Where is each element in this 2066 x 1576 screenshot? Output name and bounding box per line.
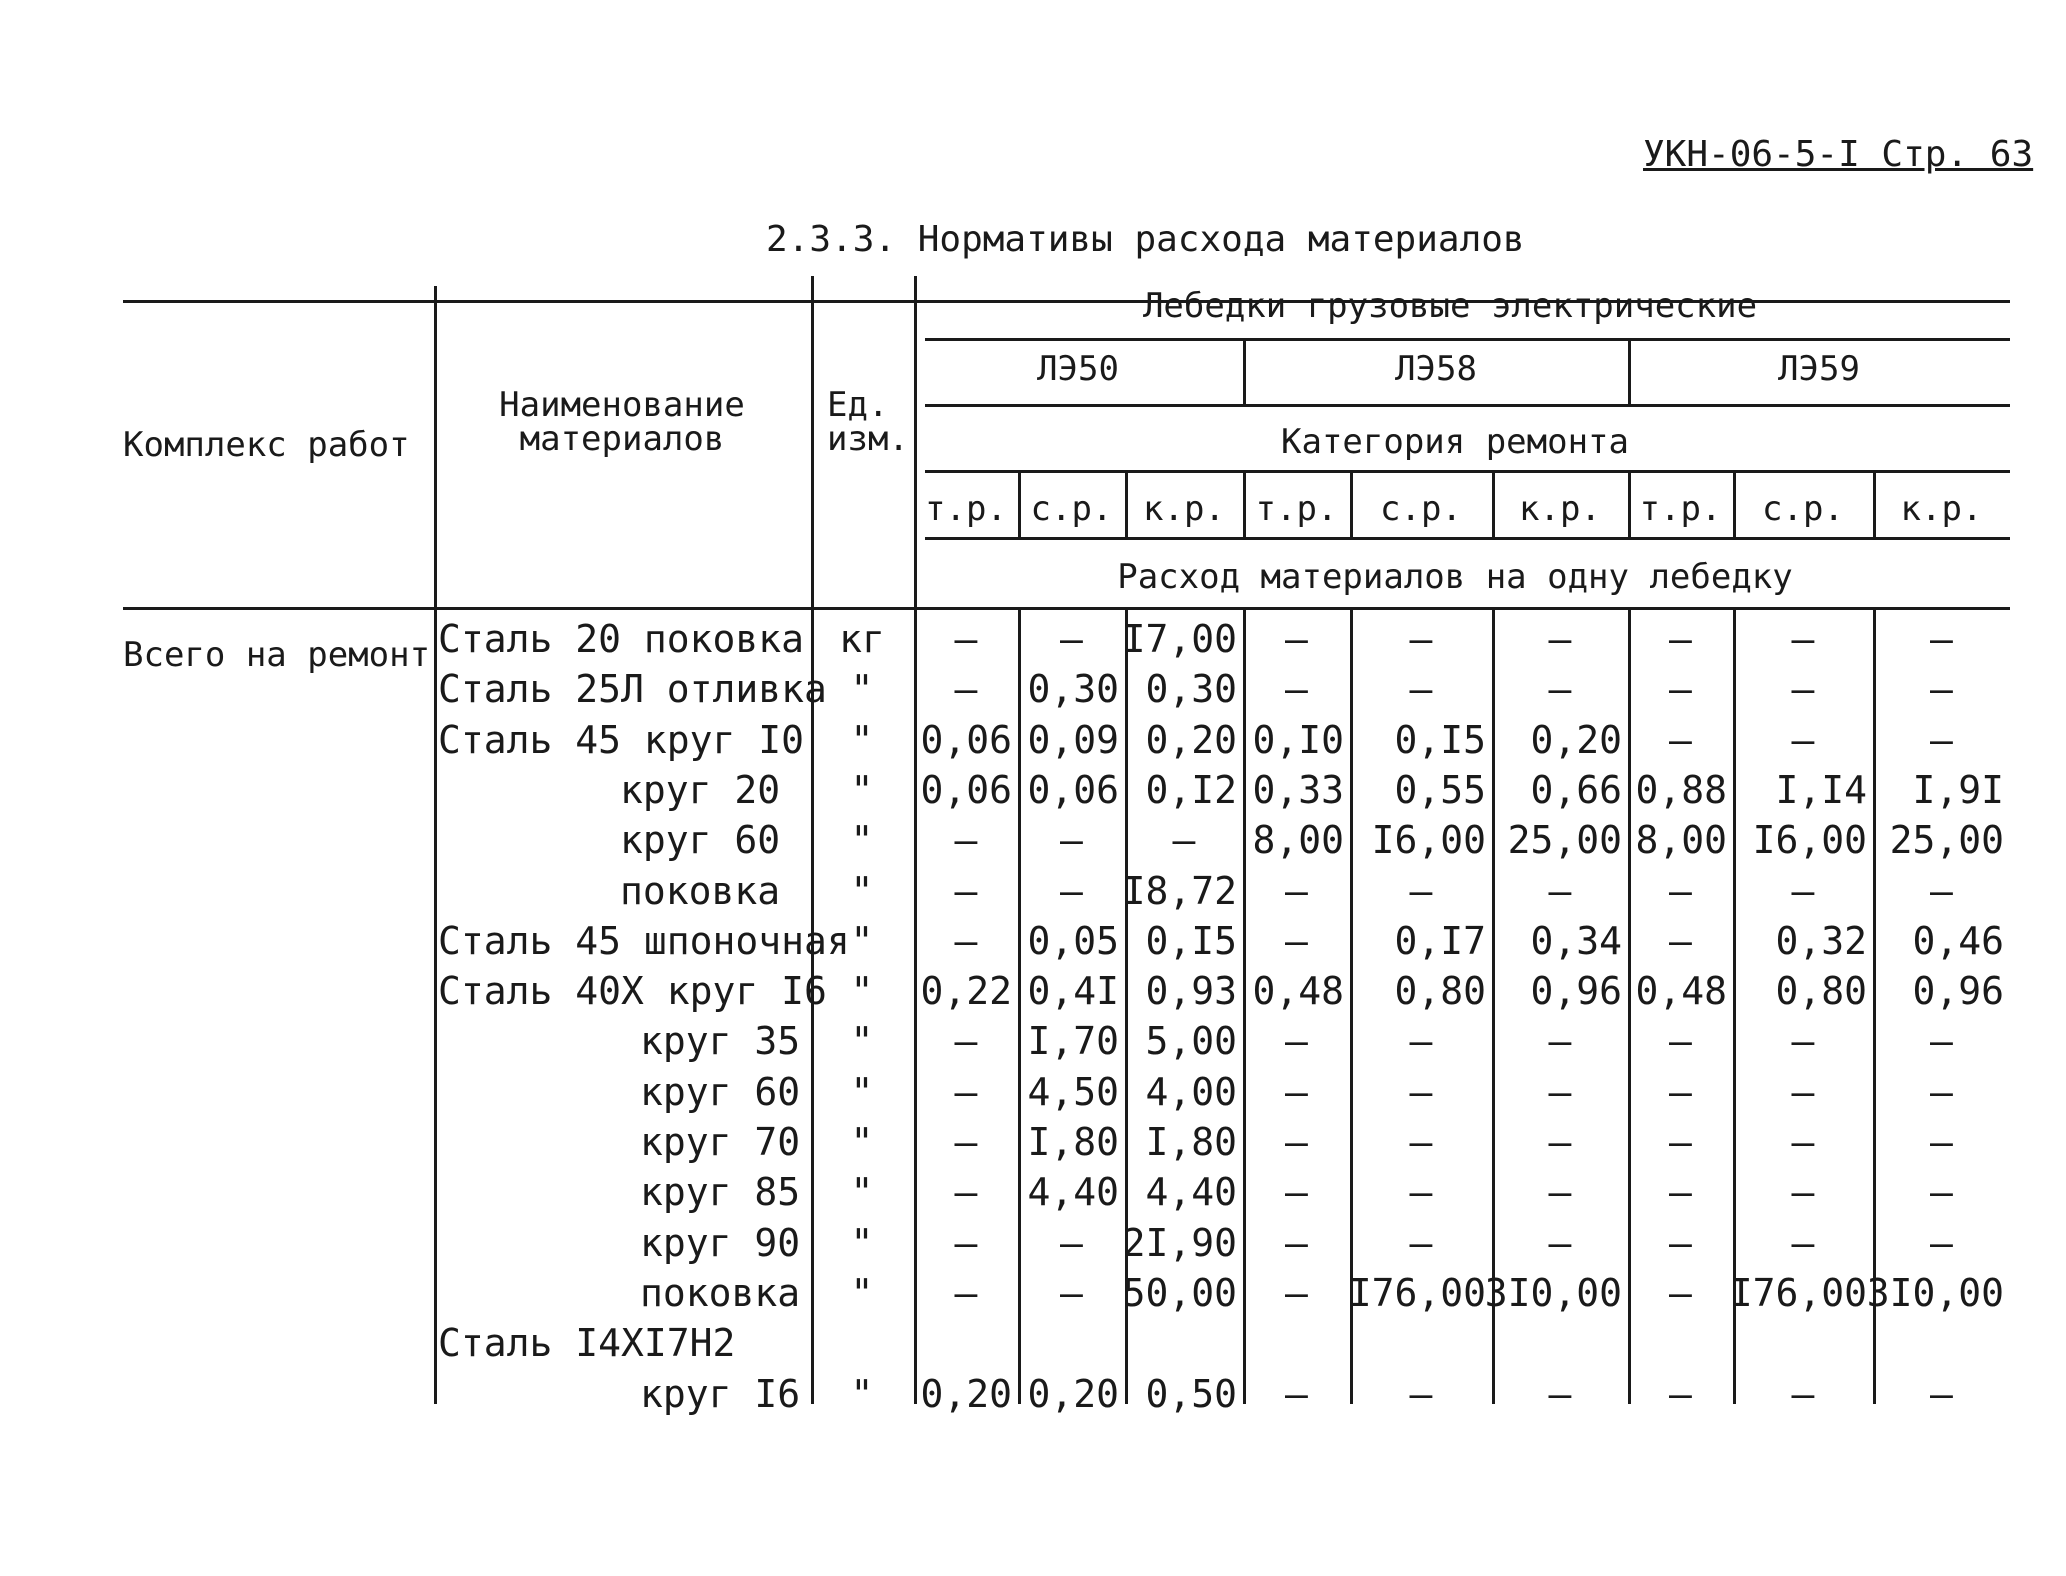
row-16-cell-5: –	[1409, 1372, 1433, 1416]
row-10-cell-3: 4,00	[1145, 1070, 1237, 1114]
row-13-cell-5: –	[1409, 1221, 1433, 1265]
row-5-cell-3: –	[1172, 818, 1196, 862]
row-13-cell-6: –	[1548, 1221, 1572, 1265]
row-13-cell-7: –	[1669, 1221, 1692, 1265]
row-2-cell-2: 0,30	[1027, 667, 1119, 711]
header-work-complex: Комплекс работ	[123, 425, 410, 465]
row-7-material: Сталь 45 шпоночная	[438, 919, 850, 963]
row-3-cell-6: 0,20	[1530, 718, 1622, 762]
row-11-cell-2: I,80	[1027, 1120, 1119, 1164]
row-4-unit: "	[850, 768, 874, 812]
row-10-cell-7: –	[1669, 1070, 1692, 1114]
row-10-unit: "	[850, 1070, 874, 1114]
row-13-unit: "	[850, 1221, 874, 1265]
row-12-material: круг 85	[640, 1170, 801, 1214]
row-11-cell-1: –	[954, 1120, 978, 1164]
row-4-cell-6: 0,66	[1530, 768, 1622, 812]
row-1-unit: кг	[839, 617, 885, 661]
row-3-cell-2: 0,09	[1027, 718, 1119, 762]
rule-under-category	[925, 470, 2010, 473]
rule-under-group	[925, 338, 2010, 341]
row-16-cell-8: –	[1791, 1372, 1815, 1416]
row-1-cell-8: –	[1791, 617, 1815, 661]
header-subcol-6: к.р.	[1519, 489, 1601, 529]
row-7-cell-4: –	[1285, 919, 1308, 963]
rule-header-bottom	[123, 607, 2010, 610]
row-3-cell-8: –	[1791, 718, 1815, 762]
header-subcol-7: т.р.	[1639, 489, 1722, 529]
row-4-cell-4: 0,33	[1252, 768, 1344, 812]
rule-subcol-5	[1492, 472, 1495, 537]
header-group: Лебедки грузовые электрические	[1142, 286, 1758, 326]
row-4-cell-3: 0,I2	[1145, 768, 1237, 812]
header-category: Категория ремонта	[1281, 422, 1629, 462]
row-11-cell-5: –	[1409, 1120, 1433, 1164]
row-3-material: Сталь 45 круг I0	[438, 718, 805, 762]
row-12-cell-6: –	[1548, 1170, 1572, 1214]
row-13-cell-3: 2I,90	[1122, 1221, 1237, 1265]
row-1-cell-3: I7,00	[1122, 617, 1237, 661]
row-16-unit: "	[850, 1372, 874, 1416]
row-10-cell-5: –	[1409, 1070, 1433, 1114]
rule-left-material	[434, 286, 437, 1404]
row-3-cell-7: –	[1669, 718, 1692, 762]
row-15-material: Сталь I4ХI7Н2	[438, 1321, 736, 1365]
header-material: Наименование материалов	[499, 385, 745, 459]
row-11-cell-9: –	[1930, 1120, 1953, 1164]
row-7-cell-8: 0,32	[1775, 919, 1867, 963]
row-6-cell-7: –	[1669, 869, 1692, 913]
row-4-cell-1: 0,06	[920, 768, 1012, 812]
row-11-cell-8: –	[1791, 1120, 1815, 1164]
row-9-cell-5: –	[1409, 1019, 1433, 1063]
row-2-cell-9: –	[1930, 667, 1953, 711]
row-16-cell-7: –	[1669, 1372, 1692, 1416]
row-13-cell-4: –	[1285, 1221, 1308, 1265]
row-12-cell-3: 4,40	[1145, 1170, 1237, 1214]
row-10-cell-8: –	[1791, 1070, 1815, 1114]
row-7-cell-2: 0,05	[1027, 919, 1119, 963]
row-16-material: круг I6	[640, 1372, 801, 1416]
rule-under-subcols	[925, 537, 2010, 540]
row-9-cell-3: 5,00	[1145, 1019, 1237, 1063]
row-5-unit: "	[850, 818, 874, 862]
row-10-material: круг 60	[640, 1070, 801, 1114]
row-6-cell-4: –	[1285, 869, 1308, 913]
row-8-cell-2: 0,4I	[1027, 969, 1119, 1013]
rule-datacol-1	[1018, 610, 1021, 1404]
row-5-cell-8: I6,00	[1752, 818, 1867, 862]
row-7-cell-6: 0,34	[1530, 919, 1622, 963]
row-16-cell-9: –	[1930, 1372, 1953, 1416]
row-5-cell-4: 8,00	[1252, 818, 1344, 862]
row-7-cell-7: –	[1669, 919, 1692, 963]
row-16-cell-2: 0,20	[1027, 1372, 1119, 1416]
row-5-cell-5: I6,00	[1371, 818, 1486, 862]
row-9-cell-4: –	[1285, 1019, 1308, 1063]
row-2-cell-6: –	[1548, 667, 1572, 711]
row-6-cell-5: –	[1409, 869, 1433, 913]
row-12-cell-1: –	[954, 1170, 978, 1214]
row-2-cell-5: –	[1409, 667, 1433, 711]
row-6-unit: "	[850, 869, 874, 913]
row-3-cell-4: 0,I0	[1252, 718, 1344, 762]
row-9-unit: "	[850, 1019, 874, 1063]
row-14-cell-4: –	[1285, 1271, 1308, 1315]
rule-left-unit	[811, 276, 814, 1404]
row-8-cell-3: 0,93	[1145, 969, 1237, 1013]
row-11-unit: "	[850, 1120, 874, 1164]
row-3-cell-1: 0,06	[920, 718, 1012, 762]
rule-subcol-7	[1733, 472, 1736, 537]
row-1-cell-6: –	[1548, 617, 1572, 661]
rule-subcol-2	[1125, 472, 1128, 537]
row-2-material: Сталь 25Л отливка	[438, 667, 827, 711]
row-8-cell-8: 0,80	[1775, 969, 1867, 1013]
row-10-cell-9: –	[1930, 1070, 1953, 1114]
header-subcol-4: т.р.	[1255, 489, 1338, 529]
rule-subcol-6	[1628, 472, 1631, 537]
row-10-cell-2: 4,50	[1027, 1070, 1119, 1114]
rule-model-1	[1243, 340, 1246, 404]
row-2-cell-1: –	[954, 667, 978, 711]
row-14-material: поковка	[640, 1271, 801, 1315]
row-7-cell-9: 0,46	[1912, 919, 2004, 963]
header-subcol-5: с.р.	[1380, 489, 1462, 529]
row-4-cell-8: I,I4	[1775, 768, 1867, 812]
row-6-cell-2: –	[1060, 869, 1083, 913]
row-14-cell-3: 50,00	[1122, 1271, 1237, 1315]
row-9-cell-1: –	[954, 1019, 978, 1063]
row-8-cell-7: 0,48	[1635, 969, 1727, 1013]
header-model-2: ЛЭ58	[1395, 349, 1477, 389]
row-9-cell-6: –	[1548, 1019, 1572, 1063]
row-13-cell-2: –	[1060, 1221, 1083, 1265]
row-5-cell-1: –	[954, 818, 978, 862]
row-5-material: круг 60	[620, 818, 781, 862]
row-5-cell-2: –	[1060, 818, 1083, 862]
row-9-cell-9: –	[1930, 1019, 1953, 1063]
row-14-cell-8: I76,00	[1729, 1271, 1867, 1315]
row-5-cell-9: 25,00	[1889, 818, 2004, 862]
row-9-cell-2: I,70	[1027, 1019, 1119, 1063]
row-12-cell-2: 4,40	[1027, 1170, 1119, 1214]
rule-subcol-8	[1873, 472, 1876, 537]
row-1-cell-5: –	[1409, 617, 1433, 661]
row-6-cell-3: I8,72	[1122, 869, 1237, 913]
row-13-material: круг 90	[640, 1221, 801, 1265]
rule-datacol-3	[1243, 610, 1246, 1404]
row-5-cell-6: 25,00	[1507, 818, 1622, 862]
row-9-cell-8: –	[1791, 1019, 1815, 1063]
header-model-1: ЛЭ50	[1037, 349, 1119, 389]
row-11-cell-7: –	[1669, 1120, 1692, 1164]
table-title: 2.3.3. Нормативы расхода материалов	[766, 219, 1525, 260]
row-11-material: круг 70	[640, 1120, 801, 1164]
row-14-unit: "	[850, 1271, 874, 1315]
row-3-cell-3: 0,20	[1145, 718, 1237, 762]
header-subcol-1: т.р.	[925, 489, 1007, 529]
header-subcol-3: к.р.	[1143, 489, 1225, 529]
row-3-unit: "	[850, 718, 874, 762]
header-unit: Ед. изм.	[827, 385, 909, 459]
row-2-cell-4: –	[1285, 667, 1308, 711]
work-complex-label: Всего на ремонт	[123, 635, 431, 675]
rule-subcol-3	[1243, 472, 1246, 537]
row-14-cell-7: –	[1669, 1271, 1692, 1315]
row-4-cell-5: 0,55	[1394, 768, 1486, 812]
row-4-cell-7: 0,88	[1635, 768, 1727, 812]
row-10-cell-4: –	[1285, 1070, 1308, 1114]
row-14-cell-2: –	[1060, 1271, 1083, 1315]
row-4-cell-2: 0,06	[1027, 768, 1119, 812]
row-16-cell-6: –	[1548, 1372, 1572, 1416]
row-2-cell-3: 0,30	[1145, 667, 1237, 711]
header-subcol-2: с.р.	[1030, 489, 1113, 529]
row-1-cell-7: –	[1669, 617, 1692, 661]
page-reference: УКН-06-5-I Стр. 63	[1643, 134, 2034, 175]
row-8-material: Сталь 40Х круг I6	[438, 969, 827, 1013]
row-10-cell-6: –	[1548, 1070, 1572, 1114]
header-subcol-9: к.р.	[1900, 489, 1983, 529]
row-7-cell-5: 0,I7	[1394, 919, 1486, 963]
row-12-cell-5: –	[1409, 1170, 1433, 1214]
row-6-cell-9: –	[1930, 869, 1953, 913]
row-16-cell-3: 0,50	[1145, 1372, 1237, 1416]
row-14-cell-9: 3I0,00	[1866, 1271, 2004, 1315]
row-16-cell-4: –	[1285, 1372, 1308, 1416]
rule-subcol-1	[1018, 472, 1021, 537]
row-6-cell-1: –	[954, 869, 978, 913]
row-11-cell-3: I,80	[1145, 1120, 1237, 1164]
row-14-cell-5: I76,00	[1348, 1271, 1486, 1315]
row-3-cell-5: 0,I5	[1394, 718, 1486, 762]
row-11-cell-4: –	[1285, 1120, 1308, 1164]
row-1-material: Сталь 20 поковка	[438, 617, 805, 661]
row-12-cell-9: –	[1930, 1170, 1953, 1214]
row-8-cell-4: 0,48	[1252, 969, 1344, 1013]
row-1-cell-4: –	[1285, 617, 1308, 661]
row-8-cell-6: 0,96	[1530, 969, 1622, 1013]
row-1-cell-1: –	[954, 617, 978, 661]
row-6-material: поковка	[620, 869, 781, 913]
row-13-cell-9: –	[1930, 1221, 1953, 1265]
row-12-unit: "	[850, 1170, 874, 1214]
row-13-cell-1: –	[954, 1221, 978, 1265]
rule-datacol-6	[1628, 610, 1631, 1404]
rule-model-2	[1628, 340, 1631, 404]
row-9-material: круг 35	[640, 1019, 801, 1063]
row-7-cell-3: 0,I5	[1145, 919, 1237, 963]
row-2-unit: "	[850, 667, 874, 711]
header-model-3: ЛЭ59	[1778, 349, 1860, 389]
row-5-cell-7: 8,00	[1635, 818, 1727, 862]
row-1-cell-9: –	[1930, 617, 1953, 661]
row-8-cell-5: 0,80	[1394, 969, 1486, 1013]
row-1-cell-2: –	[1060, 617, 1083, 661]
row-9-cell-7: –	[1669, 1019, 1692, 1063]
row-14-cell-6: 3I0,00	[1484, 1271, 1622, 1315]
row-6-cell-8: –	[1791, 869, 1815, 913]
rule-subcol-4	[1350, 472, 1353, 537]
row-8-cell-1: 0,22	[920, 969, 1012, 1013]
row-11-cell-6: –	[1548, 1120, 1572, 1164]
row-16-cell-1: 0,20	[920, 1372, 1012, 1416]
row-10-cell-1: –	[954, 1070, 978, 1114]
row-13-cell-8: –	[1791, 1221, 1815, 1265]
header-consumption: Расход материалов на одну лебедку	[1117, 557, 1793, 597]
row-6-cell-6: –	[1548, 869, 1572, 913]
rule-under-models	[925, 404, 2010, 407]
row-8-unit: "	[850, 969, 874, 1013]
row-12-cell-4: –	[1285, 1170, 1308, 1214]
rule-left-data	[914, 276, 917, 1404]
row-12-cell-8: –	[1791, 1170, 1815, 1214]
row-4-cell-9: I,9I	[1912, 768, 2004, 812]
row-4-material: круг 20	[620, 768, 781, 812]
row-7-cell-1: –	[954, 919, 978, 963]
row-12-cell-7: –	[1669, 1170, 1692, 1214]
row-2-cell-7: –	[1669, 667, 1692, 711]
row-3-cell-9: –	[1930, 718, 1953, 762]
row-8-cell-9: 0,96	[1912, 969, 2004, 1013]
row-14-cell-1: –	[954, 1271, 978, 1315]
row-2-cell-8: –	[1791, 667, 1815, 711]
header-subcol-8: с.р.	[1762, 489, 1844, 529]
row-7-unit: "	[850, 919, 874, 963]
